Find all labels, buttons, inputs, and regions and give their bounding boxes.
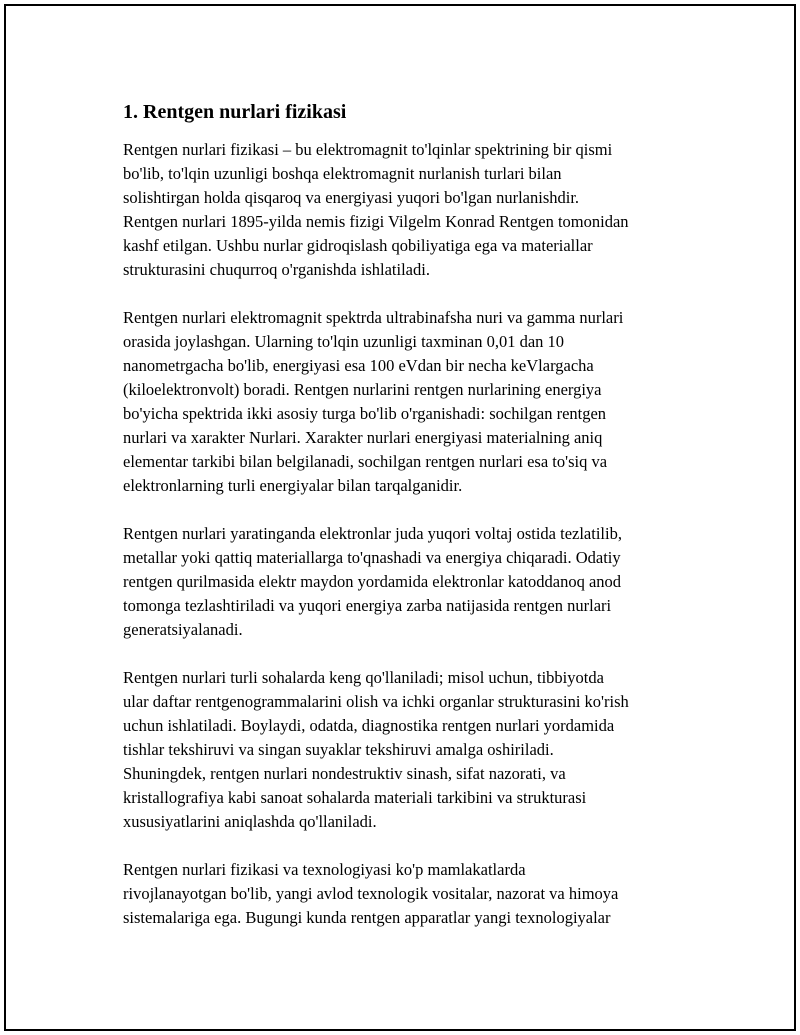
text-line: Rentgen nurlari turli sohalarda keng qo'llaniladi; misol uchun, tibbiyotda (123, 668, 604, 687)
text-line: strukturasini chuqurroq o'rganishda ishlatiladi. (123, 260, 430, 279)
text-line: Rentgen nurlari fizikasi va texnologiyasi ko'p mamlakatlarda (123, 860, 526, 879)
text-line: Rentgen nurlari elektromagnit spektrda ultrabinafsha nuri va gamma nurlari (123, 308, 624, 327)
text-line: sistemalariga ega. Bugungi kunda rentgen apparatlar yangi texnologiyalar (123, 908, 611, 927)
paragraph (123, 858, 703, 930)
text-line: orasida joylashgan. Ularning to'lqin uzunligi taxminan 0,01 dan 10 (123, 332, 565, 351)
text-line: generatsiyalanadi. (123, 620, 243, 639)
text-line: nanometrgacha bo'lib, energiyasi esa 100 eVdan bir necha keVlargacha (123, 356, 594, 375)
section-title: 1. Rentgen nurlari fizikasi (123, 101, 347, 123)
text-line: rentgen qurilmasida elektr maydon yordamida elektronlar katoddanoq anod (123, 572, 622, 591)
paragraph (123, 138, 703, 282)
text-line: xususiyatlarini aniqlashda qo'llaniladi. (123, 812, 377, 831)
text-line: bo'yicha spektrida ikki asosiy turga bo'lib o'rganishadi: sochilgan rentgen (123, 404, 607, 423)
text-line: elektronlarning turli energiyalar bilan tarqalganidir. (123, 476, 463, 495)
text-line: tomonga tezlashtiriladi va yuqori energiya zarba natijasida rentgen nurlari (123, 596, 612, 615)
text-line: Rentgen nurlari yaratinganda elektronlar juda yuqori voltaj ostida tezlatilib, (123, 524, 622, 543)
text-line: tishlar tekshiruvi va singan suyaklar tekshiruvi amalga oshiriladi. (123, 740, 554, 759)
page-frame (4, 4, 796, 1031)
text-line: Rentgen nurlari 1895-yilda nemis fizigi Vilgelm Konrad Rentgen tomonidan (123, 212, 629, 231)
text-line: Rentgen nurlari fizikasi – bu elektromagnit to'lqinlar spektrining bir qismi (123, 140, 613, 159)
text-line: uchun ishlatiladi. Boylaydi, odatda, diagnostika rentgen nurlari yordamida (123, 716, 615, 735)
text-line: nurlari va xarakter Nurlari. Xarakter nurlari energiyasi materialning aniq (123, 428, 603, 447)
text-line: solishtirgan holda qisqaroq va energiyasi yuqori bo'lgan nurlanishdir. (123, 188, 580, 207)
paragraph (123, 666, 703, 834)
paragraph (123, 306, 703, 498)
text-line: kristallografiya kabi sanoat sohalarda materiali tarkibini va strukturasi (123, 788, 587, 807)
text-line: (kiloelektronvolt) boradi. Rentgen nurlarini rentgen nurlarining energiya (123, 380, 602, 399)
text-line: ular daftar rentgenogrammalarini olish va ichki organlar strukturasini ko'rish (123, 692, 629, 711)
text-line: elementar tarkibi bilan belgilanadi, sochilgan rentgen nurlari esa to'siq va (123, 452, 608, 471)
document-body (123, 98, 703, 954)
text-line: Shuningdek, rentgen nurlari nondestruktiv sinash, sifat nazorati, va (123, 764, 566, 783)
text-line: bo'lib, to'lqin uzunligi boshqa elektromagnit nurlanish turlari bilan (123, 164, 562, 183)
text-line: kashf etilgan. Ushbu nurlar gidroqislash qobiliyatiga ega va materiallar (123, 236, 593, 255)
text-line: rivojlanayotgan bo'lib, yangi avlod texnologik vositalar, nazorat va himoya (123, 884, 619, 903)
text-line: metallar yoki qattiq materiallarga to'qnashadi va energiya chiqaradi. Odatiy (123, 548, 621, 567)
paragraph (123, 522, 703, 642)
